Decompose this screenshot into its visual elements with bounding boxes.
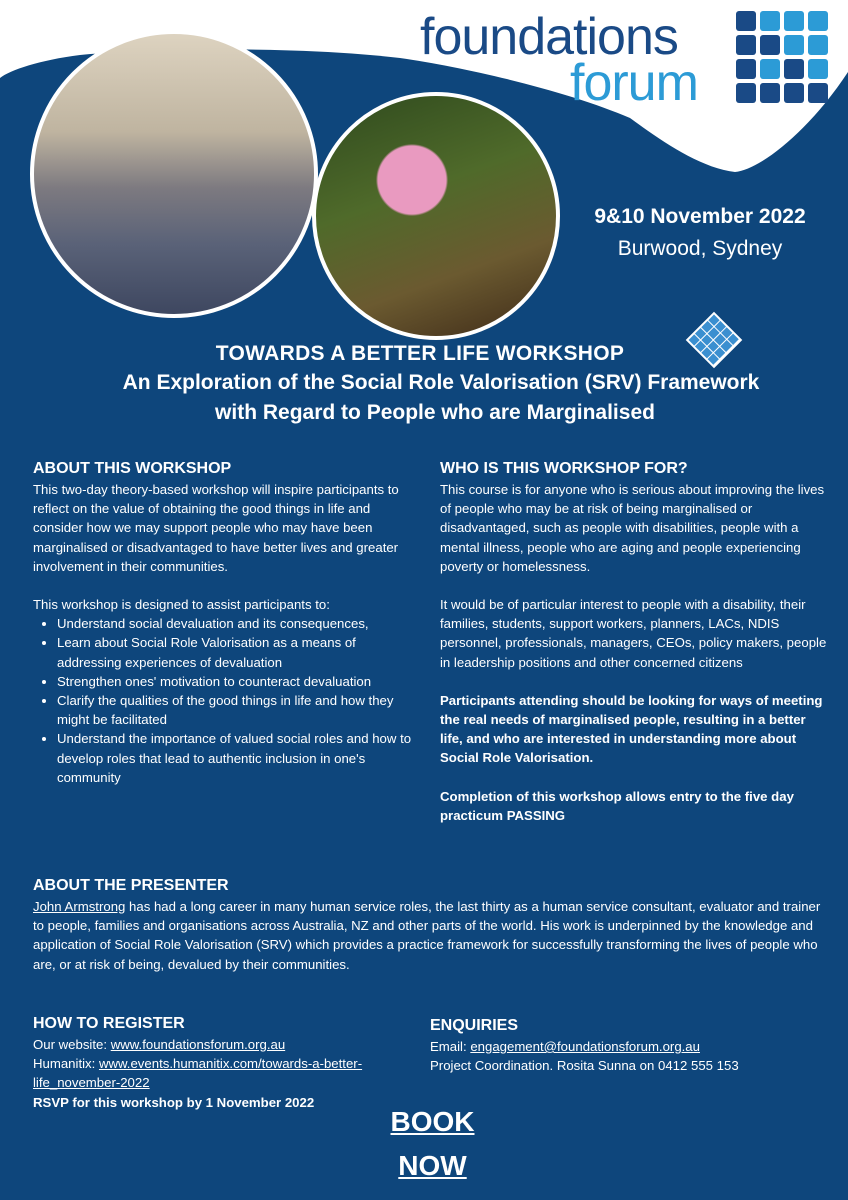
logo-grid-square xyxy=(784,59,804,79)
logo-grid-square xyxy=(736,11,756,31)
register-heading: HOW TO REGISTER xyxy=(33,1015,185,1032)
who-paragraph-2: It would be of particular interest to people with a disability, their families, students, support workers, planners, LACs, NDIS personnel, professionals, managers, CEOs, policy makers, people in leadership positions and other concerned citizens xyxy=(440,597,827,670)
who-paragraph-4: Completion of this workshop allows entry to the five day practicum PASSING xyxy=(440,788,794,823)
about-workshop-heading: ABOUT THIS WORKSHOP xyxy=(33,460,232,477)
about-workshop-intro: This two-day theory-based workshop will inspire participants to reflect on the value of obtaining the good things in life and consider how we may support people who may have been marginalised or disadvantaged to have better lives and greater involvement in their communities. xyxy=(33,482,399,574)
logo-grid-square xyxy=(760,35,780,55)
workshop-title: TOWARDS A BETTER LIFE WORKSHOP xyxy=(215,342,625,365)
enquiries-email-line xyxy=(430,1037,840,1056)
presenter-section xyxy=(33,875,823,974)
who-paragraph-1: This course is for anyone who is serious about improving the lives of people who may be at risk of being marginalised or disadvantaged, such as people with disabilities, people with a mental illness, people who are aging and people experiencing poverty or homelessness. xyxy=(440,482,825,574)
register-humanitix-line xyxy=(33,1054,413,1092)
logo-grid-square xyxy=(760,83,780,103)
logo-grid-square xyxy=(760,59,780,79)
logo-grid-square xyxy=(808,35,828,55)
foundations-forum-logo xyxy=(420,8,840,112)
presenter-name-link[interactable]: John Armstrong xyxy=(33,899,126,914)
who-paragraph-3: Participants attending should be looking for ways of meeting the real needs of marginalised people, resulting in a better life, and who are interested in understanding more about Social Role Valorisation. xyxy=(440,692,823,766)
who-section xyxy=(440,458,830,825)
logo-grid-square xyxy=(808,83,828,103)
workshop-subtitle-2: with Regard to People who are Marginalised xyxy=(215,401,655,424)
website-link[interactable]: www.foundationsforum.org.au xyxy=(110,1037,286,1052)
about-workshop-section xyxy=(33,458,418,787)
email-link[interactable]: engagement@foundationsforum.org.au xyxy=(470,1039,700,1054)
website-label: Our website: xyxy=(33,1037,111,1052)
list-item: • Understand the importance of valued social roles and how to develop roles that lead to authentic inclusion in one's community xyxy=(57,729,418,787)
who-heading: WHO IS THIS WORKSHOP FOR? xyxy=(440,460,688,477)
humanitix-link[interactable]: www.events.humanitix.com/towards-a-better-life_november-2022 xyxy=(33,1056,363,1091)
book-now-line-2: NOW xyxy=(398,1150,467,1181)
presenter-bio-text: has had a long career in many human service roles, the last thirty as a human service consultant, evaluator and trainer to people, families and organisations across Australia, NZ and other parts of the world. His work is underpinned by the knowledge and application of Social Role Valorisation (SRV) which provides a practice framework for successfully transforming the lives of people who are, or at risk of being, devalued by their communities. xyxy=(33,899,821,972)
workshop-subtitle-1: An Exploration of the Social Role Valorisation (SRV) Framework xyxy=(122,371,760,394)
rsvp-note: RSVP for this workshop by 1 November 2022 xyxy=(33,1094,315,1110)
event-location: Burwood, Sydney xyxy=(617,237,783,260)
workshop-room-photo xyxy=(30,30,318,318)
logo-grid-square xyxy=(784,11,804,31)
book-now-button[interactable] xyxy=(350,1100,515,1188)
register-website-line xyxy=(33,1035,413,1054)
logo-grid-square xyxy=(784,83,804,103)
logo-grid-square xyxy=(808,11,828,31)
logo-grid-square xyxy=(736,59,756,79)
logo-grid-square xyxy=(784,35,804,55)
list-item: • Clarify the qualities of the good things in life and how they might be facilitated xyxy=(57,691,418,729)
enquiries-section xyxy=(430,1015,840,1075)
presenter-heading: ABOUT THE PRESENTER xyxy=(33,877,229,894)
gardening-woman-photo xyxy=(312,92,560,340)
email-label: Email: xyxy=(430,1039,471,1054)
register-section xyxy=(33,1013,413,1112)
logo-text-forum: forum xyxy=(570,54,698,112)
list-item: • Learn about Social Role Valorisation as a means of addressing experiences of devaluation xyxy=(57,633,418,671)
book-now-line-1: BOOK xyxy=(390,1106,475,1137)
enquiries-heading: ENQUIRIES xyxy=(430,1017,519,1034)
list-item: • Understand social devaluation and its consequences, xyxy=(57,614,418,633)
humanitix-label: Humanitix: xyxy=(33,1056,99,1072)
logo-grid-square xyxy=(736,35,756,55)
logo-grid-square xyxy=(760,11,780,31)
logo-grid-square xyxy=(808,59,828,79)
workshop-goals-list xyxy=(33,614,418,787)
logo-grid-square xyxy=(736,83,756,103)
logo-text-foundations: foundations xyxy=(420,8,678,66)
list-item: • Strengthen ones' motivation to counteract devaluation xyxy=(57,672,418,691)
event-date: 9&10 November 2022 xyxy=(594,205,806,228)
presenter-bio xyxy=(33,897,823,974)
about-list-intro: This workshop is designed to assist participants to: xyxy=(33,597,330,613)
project-coordination: Project Coordination. Rosita Sunna on 0412 555 153 xyxy=(430,1058,739,1074)
logo-grid-icon xyxy=(736,11,828,103)
